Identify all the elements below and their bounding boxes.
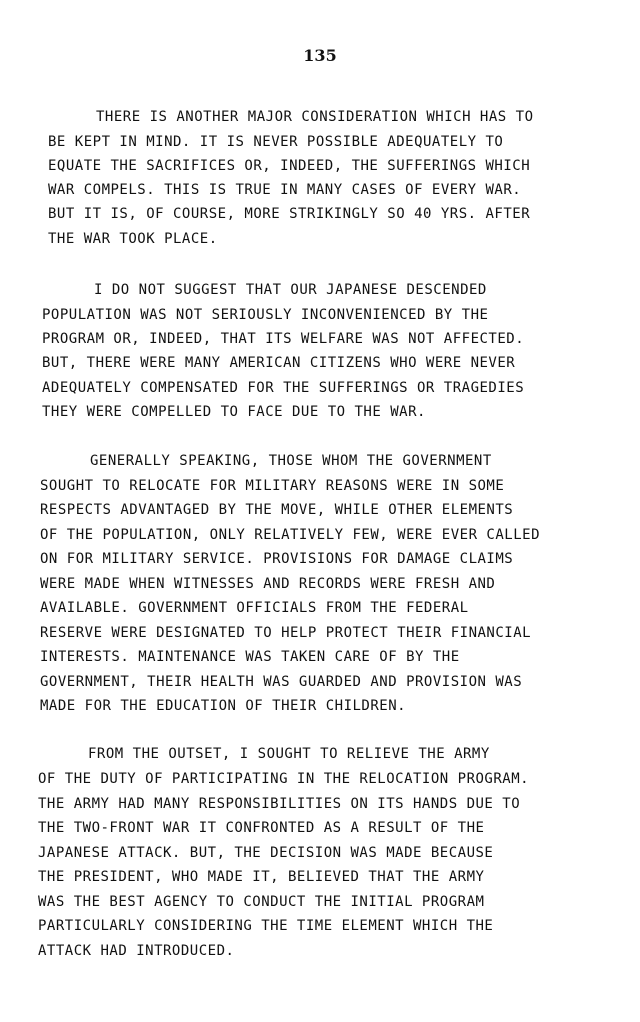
text-line: PARTICULARLY CONSIDERING THE TIME ELEMENT WHICH THE bbox=[38, 918, 494, 934]
text-line: AVAILABLE. GOVERNMENT OFFICIALS FROM THE FEDERAL bbox=[40, 600, 469, 616]
text-line: RESERVE WERE DESIGNATED TO HELP PROTECT THEIR FINANCIAL bbox=[40, 625, 532, 641]
text-line: INTERESTS. MAINTENANCE WAS TAKEN CARE OF BY THE bbox=[40, 649, 460, 665]
text-line: BUT, THERE WERE MANY AMERICAN CITIZENS WHO WERE NEVER bbox=[42, 355, 516, 371]
text-line: BUT IT IS, OF COURSE, MORE STRIKINGLY SO 40 YRS. AFTER bbox=[48, 206, 531, 222]
text-line: JAPANESE ATTACK. BUT, THE DECISION WAS MADE BECAUSE bbox=[38, 845, 494, 861]
text-line: ON FOR MILITARY SERVICE. PROVISIONS FOR DAMAGE CLAIMS bbox=[40, 551, 514, 567]
text-line: THEY WERE COMPELLED TO FACE DUE TO THE WAR. bbox=[42, 404, 426, 420]
text-line: POPULATION WAS NOT SERIOUSLY INCONVENIENCED BY THE bbox=[42, 307, 489, 323]
text-line: PROGRAM OR, INDEED, THAT ITS WELFARE WAS NOT AFFECTED. bbox=[42, 331, 525, 347]
text-line: MADE FOR THE EDUCATION OF THEIR CHILDREN. bbox=[40, 698, 407, 714]
text-line: WAS THE BEST AGENCY TO CONDUCT THE INITIAL PROGRAM bbox=[38, 894, 485, 910]
text-line: ADEQUATELY COMPENSATED FOR THE SUFFERINGS OR TRAGEDIES bbox=[42, 380, 525, 396]
text-line: ATTACK HAD INTRODUCED. bbox=[38, 943, 235, 959]
page-number: 135 bbox=[303, 46, 337, 65]
text-line: WAR COMPELS. THIS IS TRUE IN MANY CASES OF EVERY WAR. bbox=[48, 182, 522, 198]
text-line: THE PRESIDENT, WHO MADE IT, BELIEVED THAT THE ARMY bbox=[38, 869, 485, 885]
text-line: EQUATE THE SACRIFICES OR, INDEED, THE SUFFERINGS WHICH bbox=[48, 158, 531, 174]
text-line: OF THE DUTY OF PARTICIPATING IN THE RELOCATION PROGRAM. bbox=[38, 771, 530, 787]
text-line: SOUGHT TO RELOCATE FOR MILITARY REASONS WERE IN SOME bbox=[40, 478, 505, 494]
text-line: FROM THE OUTSET, I SOUGHT TO RELIEVE THE ARMY bbox=[88, 746, 490, 762]
text-line: THE TWO-FRONT WAR IT CONFRONTED AS A RESULT OF THE bbox=[38, 820, 485, 836]
text-line: I DO NOT SUGGEST THAT OUR JAPANESE DESCENDED bbox=[94, 282, 487, 298]
text-line: OF THE POPULATION, ONLY RELATIVELY FEW, WERE EVER CALLED bbox=[40, 527, 541, 543]
text-line: BE KEPT IN MIND. IT IS NEVER POSSIBLE ADEQUATELY TO bbox=[48, 134, 504, 150]
text-line: WERE MADE WHEN WITNESSES AND RECORDS WERE FRESH AND bbox=[40, 576, 496, 592]
text-line: THE ARMY HAD MANY RESPONSIBILITIES ON ITS HANDS DUE TO bbox=[38, 796, 521, 812]
text-line: THE WAR TOOK PLACE. bbox=[48, 231, 218, 247]
text-line: RESPECTS ADVANTAGED BY THE MOVE, WHILE OTHER ELEMENTS bbox=[40, 502, 514, 518]
text-line: GENERALLY SPEAKING, THOSE WHOM THE GOVERNMENT bbox=[90, 453, 492, 469]
text-line: GOVERNMENT, THEIR HEALTH WAS GUARDED AND PROVISION WAS bbox=[40, 674, 523, 690]
text-line: THERE IS ANOTHER MAJOR CONSIDERATION WHICH HAS TO bbox=[96, 109, 534, 125]
